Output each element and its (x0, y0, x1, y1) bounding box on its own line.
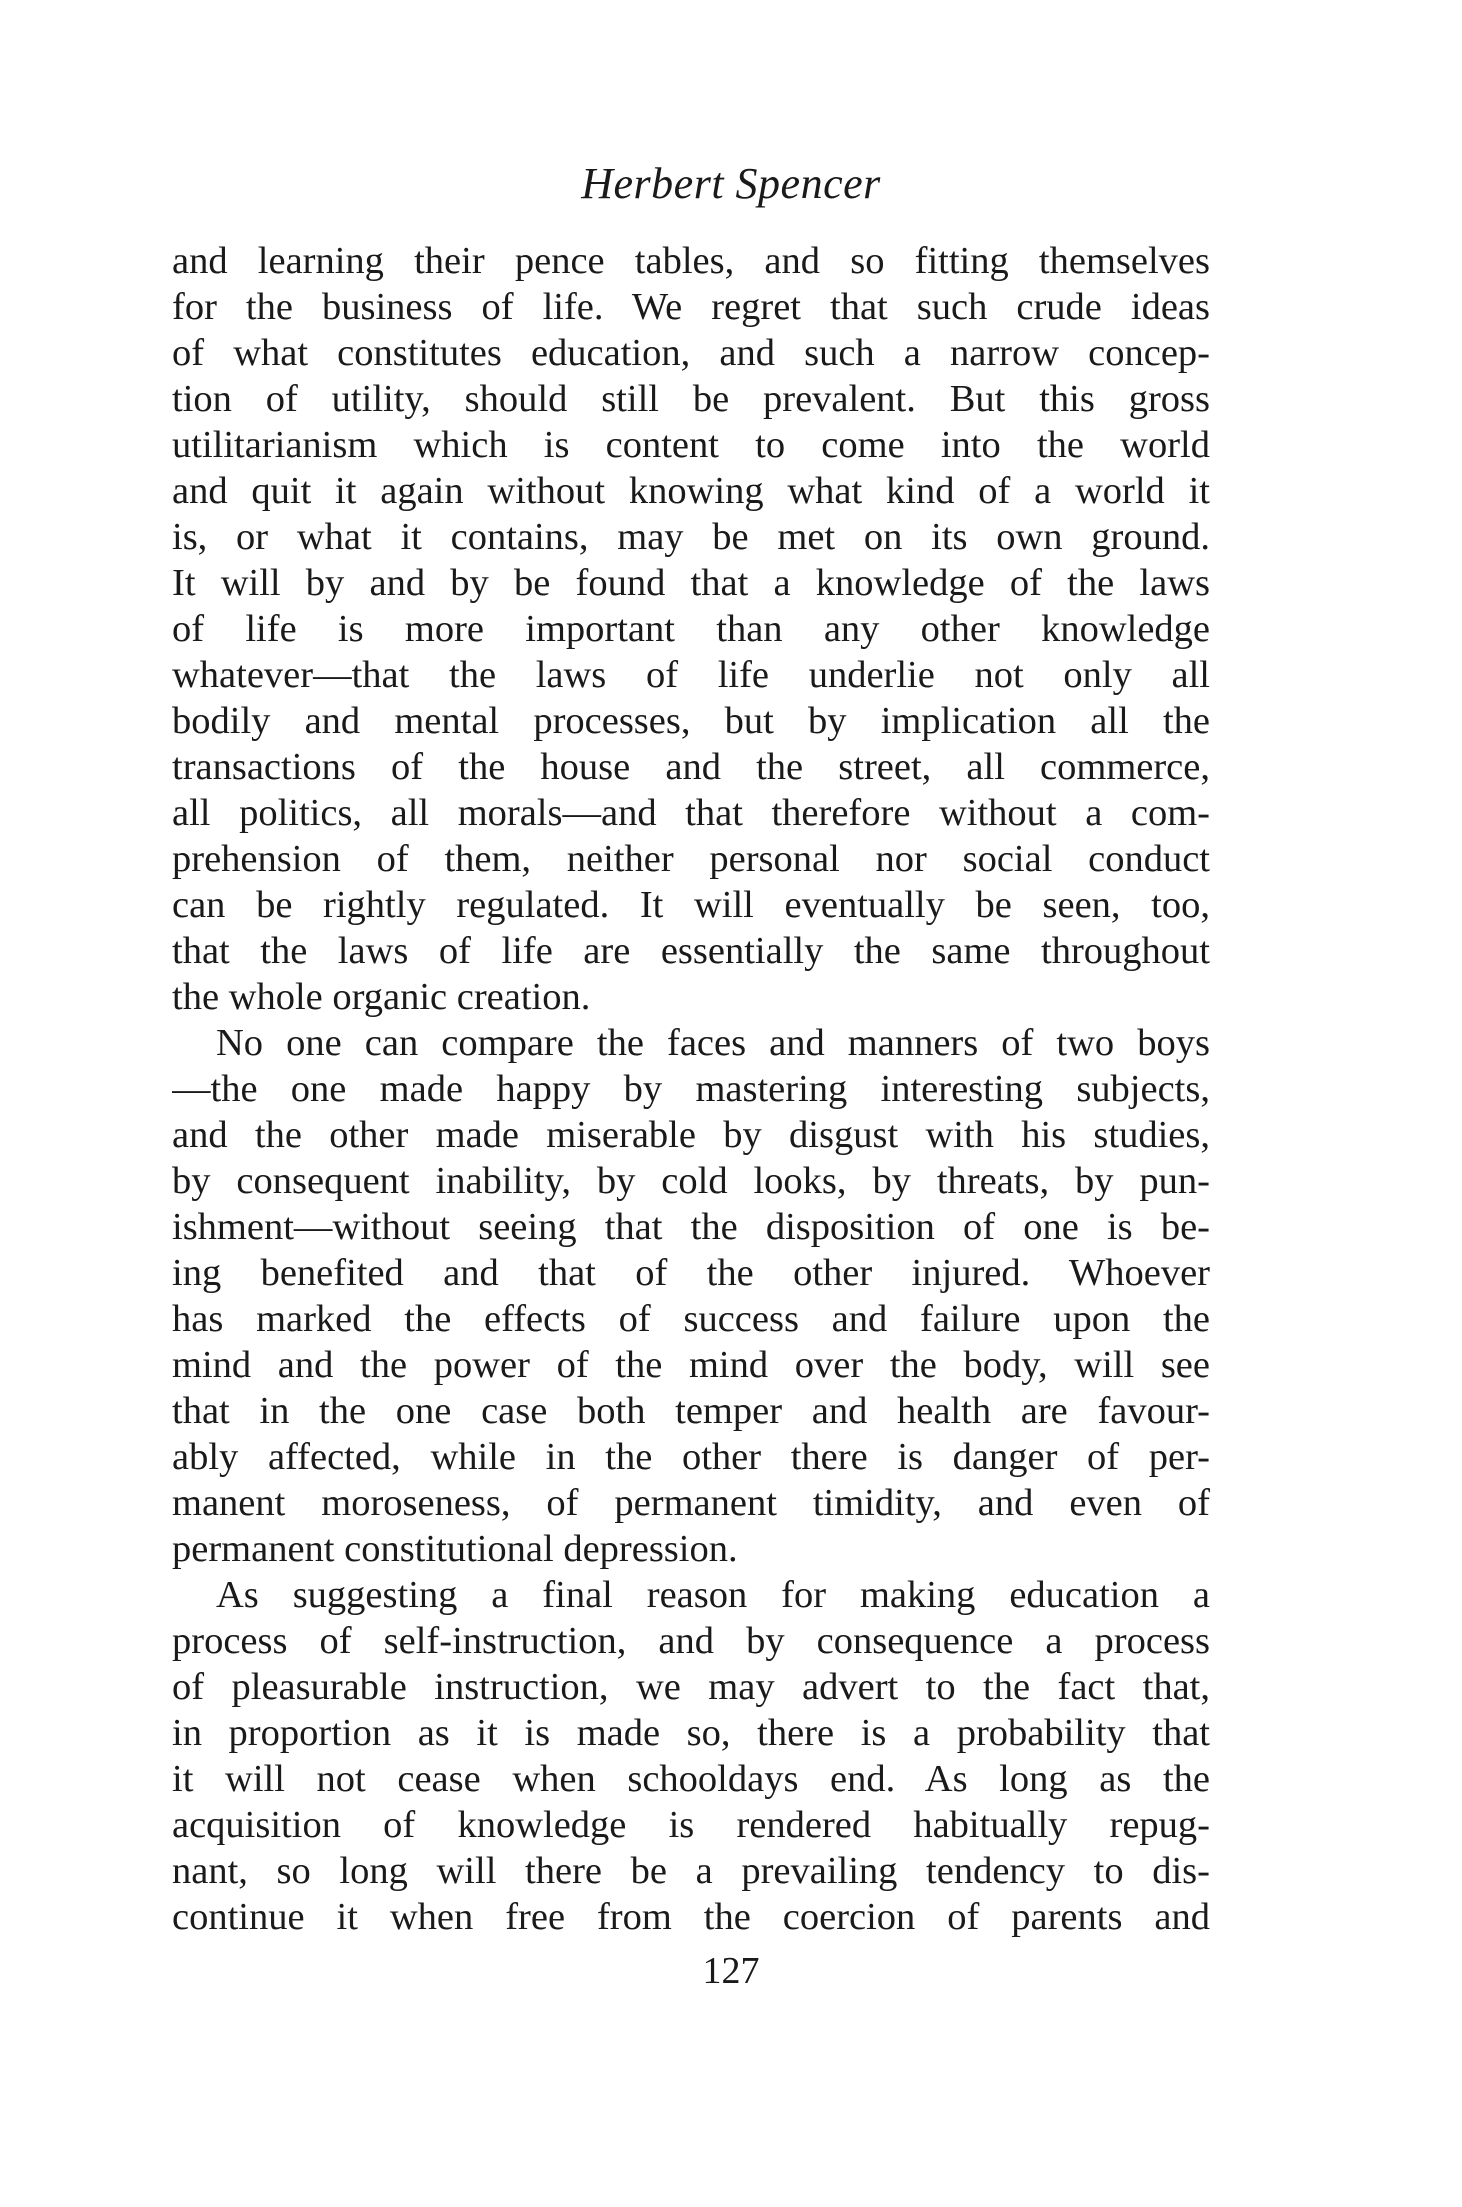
text-line: by consequent inability, by cold looks, by threats, by pun- (172, 1160, 1210, 1202)
text-line: nant, so long will there be a prevailing tendency to dis- (172, 1850, 1210, 1892)
text-line: ing benefited and that of the other injured. Whoever (172, 1252, 1210, 1294)
text-line: of life is more important than any other knowledge (172, 608, 1210, 650)
text-line: ishment—without seeing that the disposition of one is be- (172, 1206, 1210, 1248)
text-line: has marked the effects of success and failure upon the (172, 1298, 1210, 1340)
running-head: Herbert Spencer (581, 159, 881, 208)
text-line: that the laws of life are essentially the same throughout (172, 930, 1210, 972)
text-line: continue it when free from the coercion of parents and (172, 1896, 1210, 1938)
text-line: As suggesting a final reason for making education a (216, 1574, 1210, 1616)
text-line: mind and the power of the mind over the body, will see (172, 1344, 1210, 1386)
text-line: tion of utility, should still be prevalent. But this gross (172, 378, 1210, 420)
text-line: can be rightly regulated. It will eventually be seen, too, (172, 884, 1210, 926)
text-line: and learning their pence tables, and so fitting themselves (172, 240, 1210, 282)
text-line: all politics, all morals—and that therefore without a com- (172, 792, 1210, 834)
text-line: process of self-instruction, and by consequence a process (172, 1620, 1210, 1662)
text-line: No one can compare the faces and manners of two boys (216, 1022, 1210, 1064)
text-line: and quit it again without knowing what kind of a world it (172, 470, 1210, 512)
text-line: it will not cease when schooldays end. As long as the (172, 1758, 1210, 1800)
text-line: bodily and mental processes, but by implication all the (172, 700, 1210, 742)
text-line: the whole organic creation. (172, 976, 591, 1018)
text-line: permanent constitutional depression. (172, 1528, 738, 1570)
text-line: prehension of them, neither personal nor social conduct (172, 838, 1210, 880)
text-line: transactions of the house and the street, all commerce, (172, 746, 1210, 788)
text-line: It will by and by be found that a knowledge of the laws (172, 562, 1210, 604)
text-line: acquisition of knowledge is rendered habitually repug- (172, 1804, 1210, 1846)
text-line: of pleasurable instruction, we may advert to the fact that, (172, 1666, 1210, 1708)
text-line: utilitarianism which is content to come into the world (172, 424, 1210, 466)
paragraph (172, 238, 1210, 1020)
text-line: for the business of life. We regret that such crude ideas (172, 286, 1210, 328)
text-line: ably affected, while in the other there is danger of per- (172, 1436, 1210, 1478)
text-line: and the other made miserable by disgust with his studies, (172, 1114, 1210, 1156)
text-line: —the one made happy by mastering interesting subjects, (172, 1068, 1210, 1110)
body-text (172, 238, 1210, 1940)
paragraph (172, 1020, 1210, 1572)
text-line: manent moroseness, of permanent timidity, and even of (172, 1482, 1210, 1524)
text-line: whatever—that the laws of life underlie not only all (172, 654, 1210, 696)
text-line: of what constitutes education, and such a narrow concep- (172, 332, 1210, 374)
text-line: that in the one case both temper and health are favour- (172, 1390, 1210, 1432)
page-number: 127 (702, 1950, 760, 1992)
text-line: is, or what it contains, may be met on its own ground. (172, 516, 1210, 558)
text-line: in proportion as it is made so, there is a probability that (172, 1712, 1210, 1754)
paragraph (172, 1572, 1210, 1940)
